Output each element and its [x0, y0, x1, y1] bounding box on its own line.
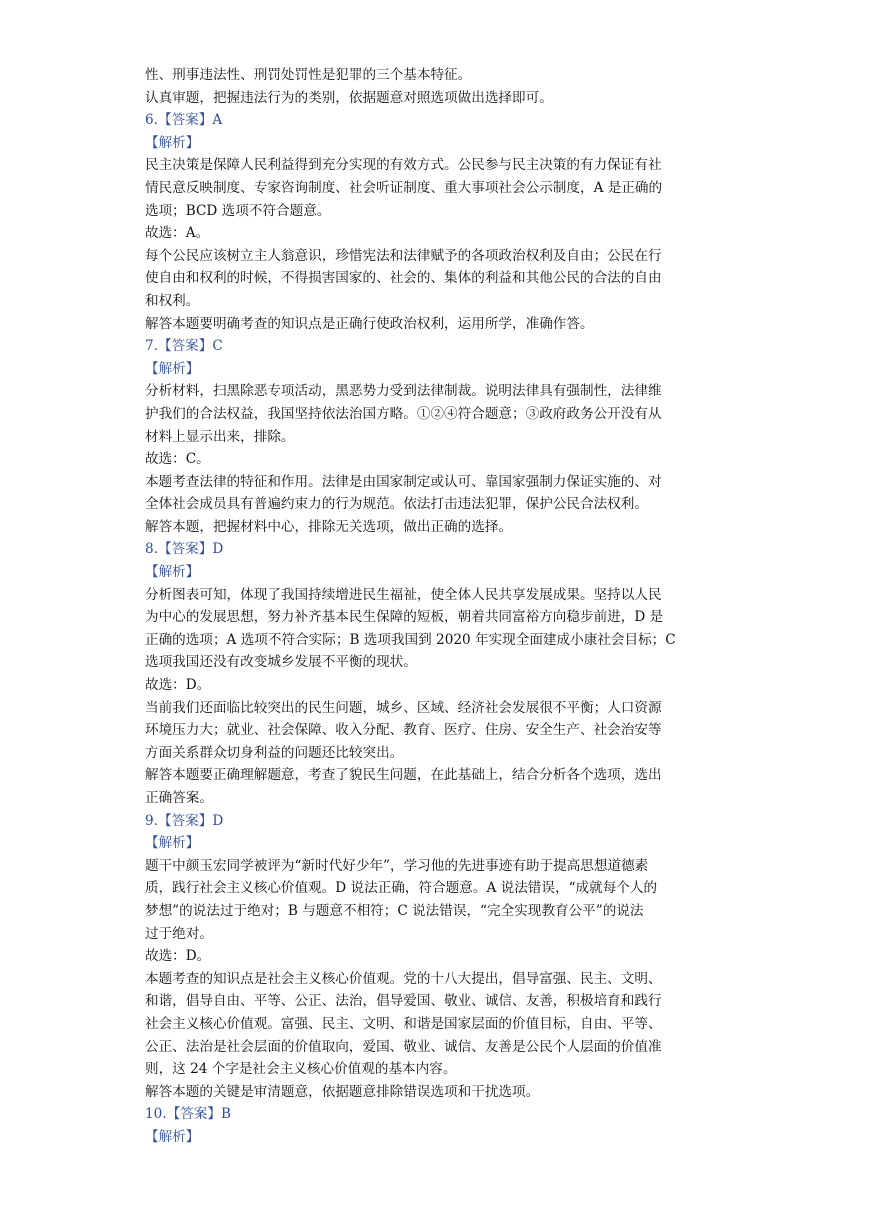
text-line: 梦想”的说法过于绝对；B 与题意不相符；C 说法错误，“完全实现教育公平”的说法: [145, 902, 644, 919]
text-line: 分析材料，扫黑除恶专项活动，黑恶势力受到法律制裁。说明法律具有强制性，法律维: [145, 383, 662, 400]
text-line: 正确答案。: [145, 790, 213, 806]
text-line: 本题考查法律的特征和作用。法律是由国家制定或认可、靠国家强制力保证实施的、对: [145, 473, 662, 490]
text-line: 解答本题要明确考查的知识点是正确行使政治权利，运用所学，准确作答。: [145, 315, 594, 332]
text-line: 民主决策是保障人民利益得到充分实现的有效方式。公民参与民主决策的有力保证有社: [145, 157, 662, 174]
text-line: 选项我国还没有改变城乡发展不平衡的现状。: [145, 654, 417, 671]
text-line: 全体社会成员具有普遍约束力的行为规范。依法打击违法犯罪，保护公民合法权利。: [145, 496, 648, 513]
text-line: 公正、法治是社会层面的价值取向，爱国、敬业、诚信、友善是公民个人层面的价值准: [145, 1038, 662, 1055]
text-line: 题干中颜玉宏同学被评为“新时代好少年”，学习他的先进事迹有助于提高思想道德素: [145, 857, 649, 874]
text-line: 故选：C。: [145, 451, 210, 468]
text-line: 本题考查的知识点是社会主义核心价值观。党的十八大提出，倡导富强、民主、文明、: [145, 970, 662, 987]
text-line: 故选：D。: [145, 677, 211, 694]
text-line: 情民意反映制度、专家咨询制度、社会听证制度、重大事项社会公示制度，A 是正确的: [145, 179, 663, 196]
answer-line: 6.【答案】A: [145, 112, 223, 129]
text-line: 选项；BCD 选项不符合题意。: [145, 202, 331, 219]
answer-line: 8.【答案】D: [145, 541, 224, 558]
text-line: 分析图表可知，体现了我国持续增进民生福祉，使全体人民共享发展成果。坚持以人民: [145, 586, 662, 603]
text-line: 为中心的发展思想，努力补齐基本民生保障的短板，朝着共同富裕方向稳步前进，D 是: [145, 609, 664, 626]
text-line: 解答本题，把握材料中心，排除无关选项，做出正确的选择。: [145, 518, 513, 535]
text-line: 则，这 24 个字是社会主义核心价值观的基本内容。: [145, 1061, 457, 1078]
text-line: 解答本题的关键是审清题意，依据题意排除错误选项和干扰选项。: [145, 1083, 540, 1100]
text-line: 方面关系群众切身利益的问题还比较突出。: [145, 744, 404, 761]
text-line: 质，践行社会主义核心价值观。D 说法正确，符合题意。A 说法错误，“成就每个人的: [145, 880, 658, 897]
text-line: 护我们的合法权益，我国坚持依法治国方略。①②④符合题意；③政府政务公开没有从: [145, 405, 662, 422]
text-line: 社会主义核心价值观。富强、民主、文明、和谐是国家层面的价值目标，自由、平等、: [145, 1015, 662, 1032]
text-line: 材料上显示出来，排除。: [145, 428, 295, 445]
text-line: 认真审题，把握违法行为的类别，依据题意对照选项做出选择即可。: [145, 89, 553, 106]
analysis-heading: 【解析】: [145, 835, 200, 852]
answer-line: 7.【答案】C: [145, 338, 223, 355]
text-line: 正确的选项；A 选项不符合实际；B 选项我国到 2020 年实现全面建成小康社会目标；C: [145, 631, 676, 648]
answer-line: 9.【答案】D: [145, 812, 224, 829]
analysis-heading: 【解析】: [145, 134, 200, 151]
text-line: 过于绝对。: [145, 925, 213, 942]
text-line: 每个公民应该树立主人翁意识，珍惜宪法和法律赋予的各项政治权利及自由；公民在行: [145, 247, 662, 264]
analysis-heading: 【解析】: [145, 564, 200, 581]
text-line: 使自由和权利的时候，不得损害国家的、社会的、集体的利益和其他公民的合法的自由: [145, 270, 662, 287]
text-line: 性、刑事违法性、刑罚处罚性是犯罪的三个基本特征。: [145, 67, 472, 83]
text-line: 当前我们还面临比较突出的民生问题，城乡、区域、经济社会发展很不平衡；人口资源: [145, 699, 662, 716]
analysis-heading: 【解析】: [145, 360, 200, 377]
text-line: 和谐，倡导自由、平等、公正、法治，倡导爱国、敬业、诚信、友善，积极培育和践行: [145, 993, 662, 1010]
text-line: 解答本题要正确理解题意，考查了貌民生问题，在此基础上，结合分析各个选项，选出: [145, 767, 662, 784]
text-line: 故选：D。: [145, 948, 211, 965]
text-line: 环境压力大；就业、社会保障、收入分配、教育、医疗、住房、安全生产、社会治安等: [145, 722, 662, 739]
analysis-heading: 【解析】: [145, 1128, 200, 1145]
document-page: [145, 64, 725, 1149]
text-line: 故选：A。: [145, 225, 210, 242]
answer-line: 10.【答案】B: [145, 1106, 231, 1123]
text-line: 和权利。: [145, 292, 200, 309]
